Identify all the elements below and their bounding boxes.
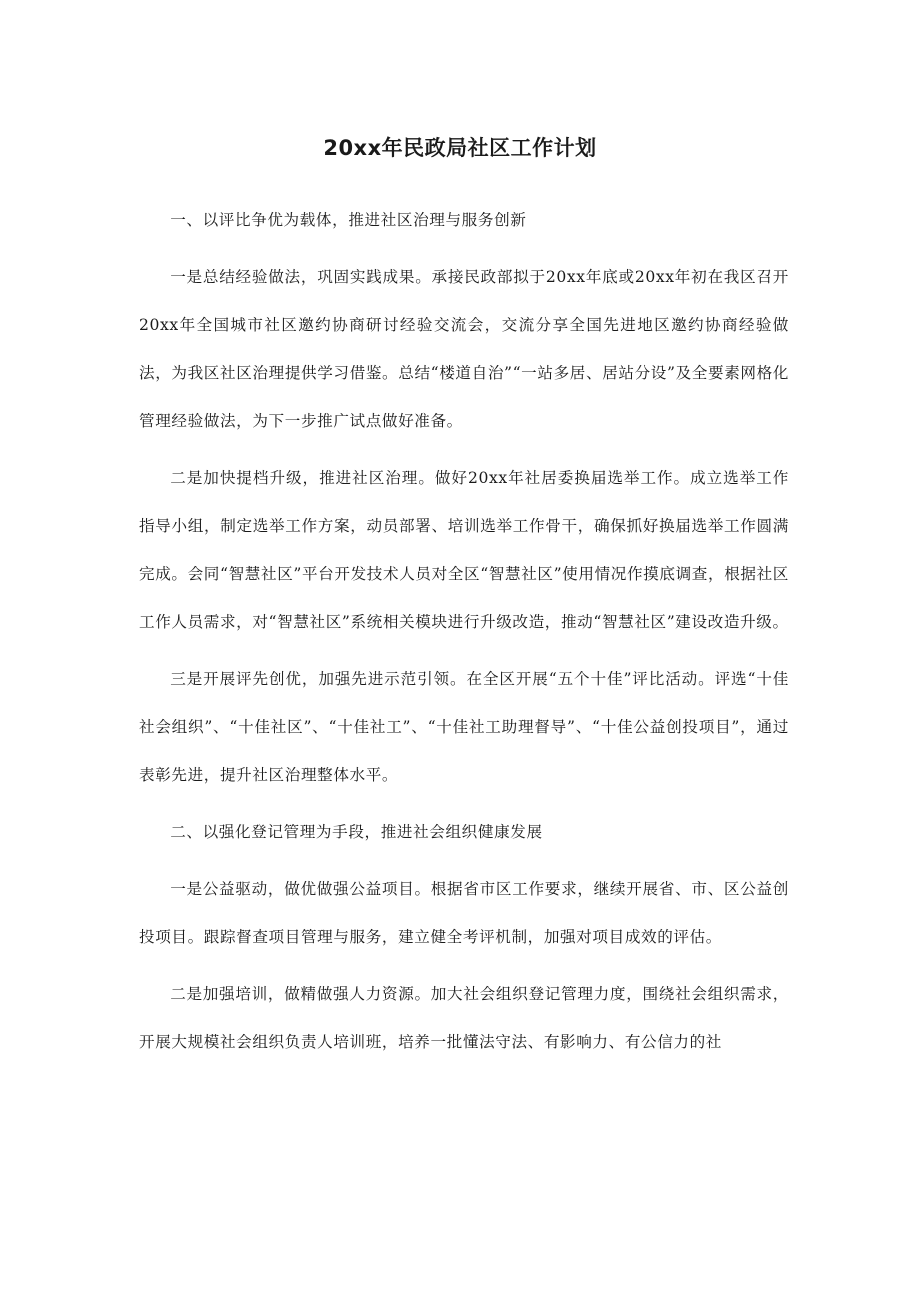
section-heading-2: 二、以强化登记管理为手段，推进社会组织健康发展	[170, 823, 543, 841]
paragraph-2: 二是加快提档升级，推进社区治理。做好20xx年社居委换届选举工作。成立选举工作指导小组，制定选举工作方案，动员部署、培训选举工作骨干，确保抓好换届选举工作圆满完成。会同“智慧社区”平台开发技术人员对全区“智慧社区”使用情况作摸底调查，根据社区工作人员需求，对“智慧社区”系统相关模块进行升级改造，推动“智慧社区”建设改造升级。	[139, 469, 789, 631]
document-body	[139, 196, 789, 1066]
section-heading-1: 一、以评比争优为载体，推进社区治理与服务创新	[170, 211, 527, 229]
paragraph-4: 一是公益驱动，做优做强公益项目。根据省市区工作要求，继续开展省、市、区公益创投项目。跟踪督查项目管理与服务，建立健全考评机制，加强对项目成效的评估。	[139, 880, 789, 946]
paragraph-1: 一是总结经验做法，巩固实践成果。承接民政部拟于20xx年底或20xx年初在我区召开20xx年全国城市社区邀约协商研讨经验交流会，交流分享全国先进地区邀约协商经验做法，为我区社区治理提供学习借鉴。总结“楼道自治”“一站多居、居站分设”及全要素网格化管理经验做法，为下一步推广试点做好准备。	[139, 268, 789, 430]
paragraph-3: 三是开展评先创优，加强先进示范引领。在全区开展“五个十佳”评比活动。评选“十佳社会组织”、“十佳社区”、“十佳社工”、“十佳社工助理督导”、“十佳公益创投项目”，通过表彰先进，提升社区治理整体水平。	[139, 670, 789, 784]
document-title: 20xx年民政局社区工作计划	[323, 136, 597, 160]
paragraph-5: 二是加强培训，做精做强人力资源。加大社会组织登记管理力度，围绕社会组织需求，开展大规模社会组织负责人培训班，培养一批懂法守法、有影响力、有公信力的社	[139, 985, 789, 1051]
